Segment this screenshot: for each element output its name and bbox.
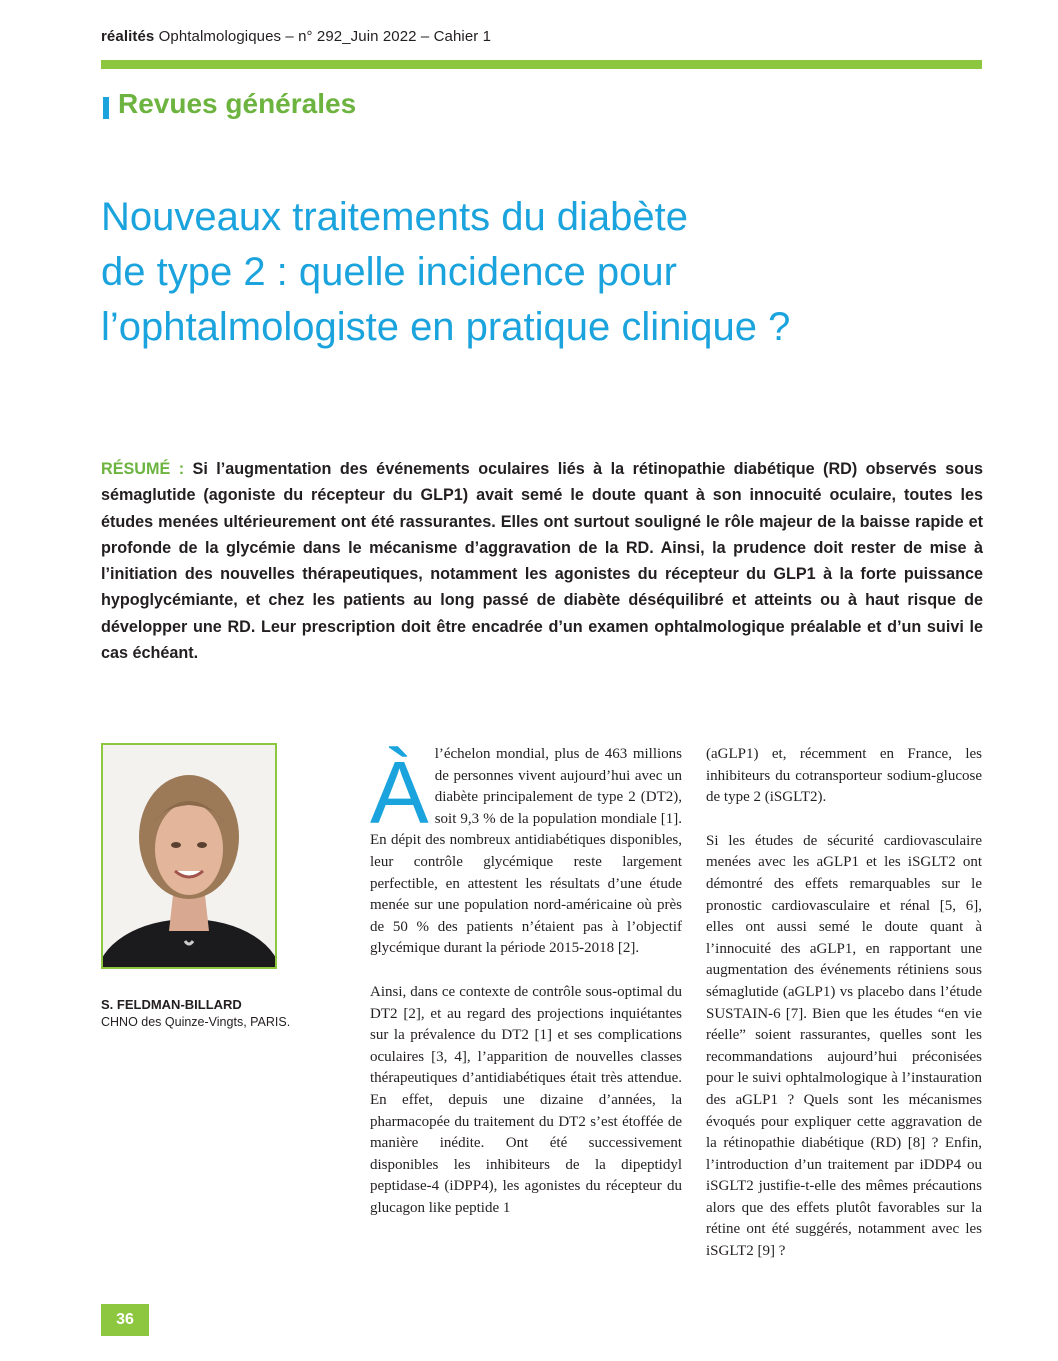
body-paragraph: (aGLP1) et, récemment en France, les inhibiteurs du cotransporteur sodium-glucose de type 2 (iSGLT2). — [706, 746, 982, 806]
article-title-line: de type 2 : quelle incidence pour — [101, 250, 677, 294]
running-header — [101, 28, 1001, 45]
author-photo — [101, 743, 277, 969]
body-paragraph-text: l’échelon mondial, plus de 463 millions de personnes vivent aujourd’hui avec un diabète principalement de type 2 (DT2), soit 9,3 % de la population mondiale [1]. En dépit des nombreux antidiabétiques disponibles, leur contrôle glycémique reste largement perfectible, en attestent les résultats d’une étude menée sur une population nord-américaine où près de 50 % des patients n’étaient pas à l’objectif glycémique durant la période 2015-2018 [2]. — [370, 746, 682, 957]
abstract-label: RÉSUMÉ : — [101, 460, 185, 478]
journal-brand: réalités — [101, 28, 155, 45]
article-title — [101, 190, 1001, 355]
body-paragraph: Si les études de sécurité cardiovasculaire menées avec les aGLP1 et les iSGLT2 ont démontré des effets remarquables sur le pronostic cardiovasculaire et rénal [5, 6], elles ont aussi semé le doute quant à l’innocuité des aGLP1, en rapportant une augmentation des événements rétiniens sous sémaglutide (aGLP1) vs placebo dans l’étude SUSTAIN-6 [7]. Bien que les études “en vie réelle” soient rassurantes, quelles sont les recommandations aujourd’hui préconisées pour le suivi ophtalmologique à l’instauration des aGLP1 ? Quels sont les mécanismes évoqués pour expliquer cette aggravation de la rétinopathie diabétique (RD) [8] ? Enfin, l’introduction d’un traitement par iDDP4 ou iSGLT2 justifie-t-elle des mêmes précautions alors que des effets plutôt favorables sur la rétine ont été suggérés, notamment avec les iSGLT2 [9] ? — [706, 832, 982, 1260]
body-paragraph — [370, 744, 682, 960]
abstract — [101, 456, 983, 666]
header-rule — [101, 60, 982, 69]
page-number: 36 — [101, 1304, 149, 1336]
author-name: S. FELDMAN-BILLARD — [101, 997, 242, 1012]
abstract-text: Si l’augmentation des événements oculaires liés à la rétinopathie diabétique (RD) observés sous sémaglutide (agoniste du récepteur du GLP1) avait semé le doute quant à son innocuité oculaire, toutes les études menées ultérieurement ont été rassurantes. Elles ont surtout souligné le rôle majeur de la baisse rapide et profonde de la glycémie dans le mécanisme d’aggravation de la RD. Ainsi, la prudence doit rester de mise à l’initiation des nouvelles thérapeutiques, notamment les agonistes du récepteur du GLP1 à la forte puissance hypoglycémiante, et chez les patients au long passé de diabète déséquilibré et atteints ou à haut risque de développer une RD. Leur prescription doit être encadrée d’un examen ophtalmologique préalable et d’un suivi le cas échéant. — [101, 460, 983, 663]
body-column-right — [706, 744, 982, 1285]
article-title-line: l’ophtalmologiste en pratique clinique ? — [101, 305, 791, 349]
section-title: Revues générales — [118, 88, 357, 119]
body-column-middle — [370, 744, 682, 1241]
section-marker — [103, 97, 109, 119]
author-portrait-image — [103, 745, 275, 967]
author-affiliation: CHNO des Quinze-Vingts, PARIS. — [101, 1015, 291, 1029]
journal-issue: Ophtalmologiques – n° 292_Juin 2022 – Cahier 1 — [154, 28, 492, 45]
body-paragraph: Ainsi, dans ce contexte de contrôle sous-optimal du DT2 [2], et au regard des projections inquiétantes sur la prévalence du DT2 [1] et ses complications oculaires [3, 4], l’apparition de nouvelles classes thérapeutiques d’antidiabétiques était très attendue. En effet, depuis une dizaine d’années, la pharmacopée du traitement du DT2 s’est étoffée de manière inédite. Ont été successivement disponibles les inhibiteurs de la dipeptidyl peptidase-4 (iDPP4), les agonistes du récepteur du glucagon like peptide 1 — [370, 983, 682, 1216]
drop-cap: À — [370, 743, 429, 842]
article-title-line: Nouveaux traitements du diabète — [101, 195, 689, 239]
